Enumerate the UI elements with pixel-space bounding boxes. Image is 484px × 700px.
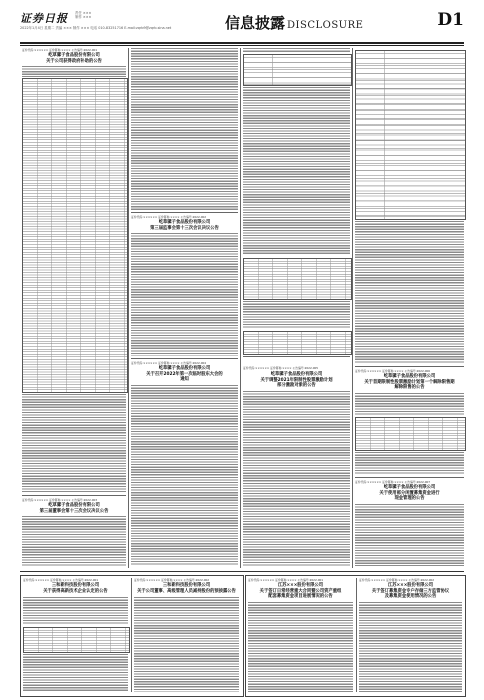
notice-title: 江苏×××股份有限公司 关于签订募集资金专户存储三方监管协议 及募集资金使用情况的公告: [371, 583, 450, 600]
notice-code-line: 证券代码:×××××× 证券简称:×××× 公告编号:2022-002: [134, 578, 210, 582]
section-title-cn: 信息披露: [225, 14, 286, 32]
column-divider: [240, 48, 241, 568]
notice-body-text: [248, 602, 353, 692]
notice-body-text: [355, 504, 464, 566]
notice-title: 江苏×××股份有限公司 关于签订日常经营重大合同暨公司资产重组 配套募集资金项目进展情况的公告: [259, 583, 342, 600]
notice-body-text: [243, 301, 350, 329]
notice-title: 屹草骡子食品股份有限公司 第三届董事会第十三次会议决议公告: [39, 503, 109, 514]
notice-body-text: [355, 393, 464, 415]
header-rule: [20, 42, 464, 44]
notice-title: 三和新科技股份有限公司 关于获得高新技术企业认定的公告: [43, 583, 108, 594]
certification-table: [23, 627, 130, 653]
notice-title: 屹草骡子食品股份有限公司 关于召开2022年第一次临时股东大会的 通知: [146, 366, 223, 383]
header-date-line: 2022年1月4日 星期二 责编 ××× 制作 ××× 电话 010-83251716 E-mail:zqrb9@zqrb.sina.net: [20, 26, 172, 30]
notice-body-text: [243, 391, 350, 566]
release-table: [355, 417, 466, 451]
newspaper-logo: 证券日报: [20, 12, 68, 25]
page-header: [20, 6, 464, 44]
notice-title: 屹草骡子食品股份有限公司 第三届监事会第十三次会议决议公告: [150, 220, 219, 231]
header-side-info: 责任 ××× 制作 ×××: [75, 11, 92, 20]
notice-code-line: 证券代码:×××××× 证券简称:×××× 公告编号:2022-003: [22, 498, 98, 502]
notice-title: 屹草骡子食品股份有限公司 关于调整2021年限制性股票激励计划 部分激励对象的公告: [260, 372, 333, 389]
column-divider: [352, 48, 353, 568]
section-title: [225, 12, 363, 33]
section-title-en: DISCLOSURE: [287, 20, 364, 31]
header-rule-thin: [20, 45, 464, 46]
subsidy-table: [22, 78, 128, 393]
notice-code-line: 证券代码:×××××× 证券简称:×××× 公告编号:2022-001: [248, 578, 324, 582]
notice-body-text: [22, 66, 126, 77]
page-number: D1: [437, 10, 464, 30]
proposal-table: [243, 331, 352, 355]
notice-code-line: 证券代码:×××××× 证券简称:×××× 公告编号:2022-001: [22, 48, 98, 52]
notice-code-line: 证券代码:×××××× 证券简称:×××× 公告编号:2022-007: [355, 480, 431, 484]
notice-body-text: [23, 654, 128, 692]
notice-code-line: 证券代码:×××××× 证券简称:×××× 公告编号:2022-002: [359, 578, 435, 582]
vote-table: [243, 258, 352, 300]
notice-code-line: 证券代码:×××××× 证券简称:×××× 公告编号:2022-002: [131, 215, 207, 219]
notice-title: 屹草骡子食品股份有限公司 关于首期限制性股票激励计划第一个解除限售期 解除限售的公告: [364, 374, 455, 391]
notice-body-text: [359, 602, 462, 692]
adjustment-table: [355, 50, 466, 220]
incentive-table: [243, 54, 352, 86]
column-divider: [128, 48, 129, 568]
notice-title: 屹草骡子食品股份有限公司 关于公司获得政府补助的公告: [46, 53, 102, 64]
notice-body-text: [22, 516, 126, 566]
notice-code-line: 证券代码:×××××× 证券简称:×××× 公告编号:2022-001: [23, 578, 99, 582]
notice-code-line: 证券代码:×××××× 证券简称:×××× 公告编号:2022-006: [355, 369, 431, 373]
notice-body-text: [355, 452, 464, 474]
notice-title: 三和新科技股份有限公司 关于公司董事、高级管理人员减持股份的预披露公告: [137, 583, 236, 594]
notice-body-text: [243, 87, 350, 255]
notice-body-text: [131, 385, 238, 566]
notice-body-text: [355, 221, 464, 363]
notice-code-line: 证券代码:×××××× 证券简称:×××× 公告编号:2022-005: [243, 366, 319, 370]
notice-body-text: [23, 597, 128, 625]
notice-code-line: 证券代码:×××××× 证券简称:×××× 公告编号:2022-004: [131, 361, 207, 365]
notice-body-text: [22, 394, 126, 492]
notice-body-text: [131, 233, 238, 356]
notice-body-text: [134, 597, 239, 692]
notice-title: 屹草骡子食品股份有限公司 关于使用部分闲置募集资金进行 现金管理的公告: [379, 485, 440, 502]
notice-body-text: [131, 48, 238, 210]
